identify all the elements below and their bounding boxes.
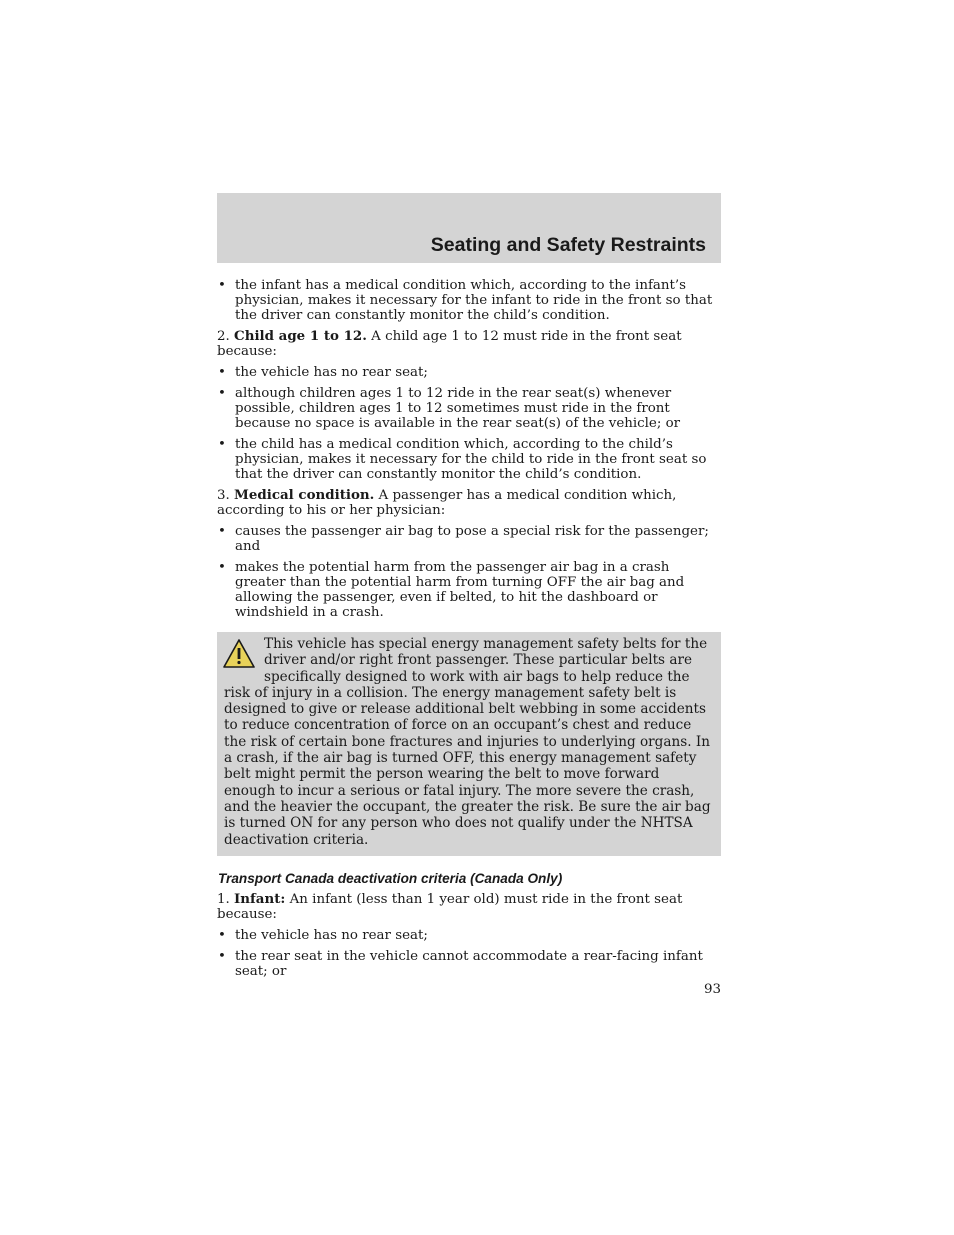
bullet-dot: • [218,560,226,575]
subsection-heading: Transport Canada deactivation criteria (Canada Only) [218,870,563,886]
bullet-text: the child has a medical condition which, according to the child’s physician, makes it necessary for the child to ride in the front seat so that the driver can constantly monitor the child’s condition. [235,437,707,482]
bullet-item [217,560,721,620]
bullet-item [217,386,721,431]
bullet-dot: • [218,948,226,964]
bullet-item [217,365,721,380]
page-content [217,278,721,985]
bullet-text: although children ages 1 to 12 ride in the rear seat(s) whenever possible, children ages 1 to 12 sometimes must ride in the front because no space is available in the rear seat(s) of the vehicle; or [235,386,681,431]
item-text: A passenger has a medical condition which, according to his or her physician: [217,488,677,518]
item-text: A child age 1 to 12 must ride in the front seat because: [217,329,682,359]
bullet-item [217,278,721,323]
page-number: 93 [703,982,721,997]
bullet-dot: • [218,437,226,452]
bullet-item [217,524,721,554]
bullet-item [217,437,721,482]
item-child-age [217,329,721,359]
item-heading: Medical condition. [234,487,375,503]
item-heading: Infant: [234,890,286,907]
bullet-dot: • [218,927,226,943]
bullet-dot: • [218,524,226,539]
bullet-item [217,928,721,943]
bullet-text: makes the potential harm from the passenger air bag in a crash greater than the potential harm from turning OFF the air bag and allowing the passenger, even if belted, to hit the dashboard or windshield in a crash. [235,560,685,620]
item-number: 3. [217,488,235,503]
item-number: 1. [217,891,235,907]
bullet-item [217,949,721,979]
bullet-text: the vehicle has no rear seat; [235,365,428,380]
bullet-dot: • [218,278,226,293]
bullet-text: the infant has a medical condition which, according to the infant’s physician, makes it necessary for the infant to ride in the front so that the driver can constantly monitor the child’s condition. [235,278,713,323]
bullet-dot: • [218,365,226,380]
bullet-text: the vehicle has no rear seat; [235,927,428,943]
bullet-text: the rear seat in the vehicle cannot accommodate a rear-facing infant seat; or [235,948,703,979]
warning-triangle-icon [222,638,256,670]
bullet-dot: • [218,386,226,401]
warning-text: This vehicle has special energy management safety belts for the driver and/or right front passenger. These particular belts are specifically designed to work with air bags to help reduce the risk of injury in a collision. The energy management safety belt is designed to give or release additional belt webbing in some accidents to reduce concentration of force on an occupant’s chest and reduce the risk of certain bone fractures and injuries to underlying organs. In a crash, if the air bag is turned OFF, this energy management safety belt might permit the person wearing the belt to move forward enough to incur a serious or fatal injury. The more severe the crash, and the heavier the occupant, the greater the risk. Be sure the air bag is turned ON for any person who does not qualify under the NHTSA deactivation criteria. [224,636,711,848]
item-heading: Child age 1 to 12. [234,328,367,344]
item-text: An infant (less than 1 year old) must ride in the front seat because: [217,891,683,922]
item-number: 2. [217,329,235,344]
item-medical-condition [217,488,721,518]
section-header [217,193,721,263]
item-infant [217,892,721,922]
warning-box [217,632,721,856]
bullet-text: causes the passenger air bag to pose a special risk for the passenger; and [235,524,709,554]
section-title: Seating and Safety Restraints [430,234,706,256]
